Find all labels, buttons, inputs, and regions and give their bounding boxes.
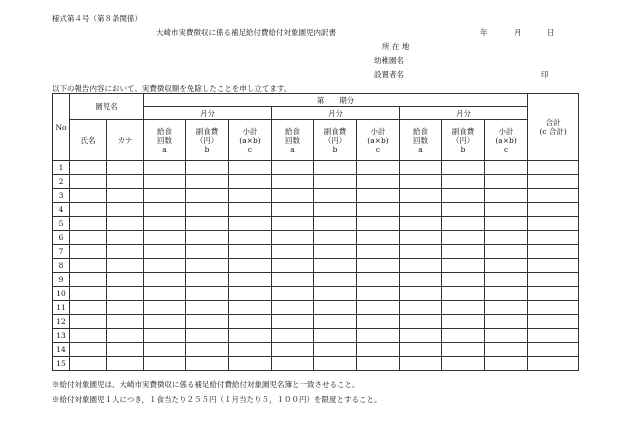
entry-cell[interactable] [400, 357, 442, 371]
entry-cell[interactable] [357, 217, 400, 231]
month-header-3: 月分 [400, 107, 528, 120]
entry-cell[interactable] [144, 217, 186, 231]
entry-cell[interactable] [186, 301, 229, 315]
date-year-label: 年 [480, 28, 488, 37]
entry-cell[interactable] [186, 203, 229, 217]
entry-cell[interactable] [314, 357, 357, 371]
entry-cell[interactable] [528, 175, 579, 189]
entry-cell[interactable] [314, 329, 357, 343]
entry-cell[interactable] [400, 343, 442, 357]
entry-cell[interactable] [442, 175, 485, 189]
entry-cell[interactable] [400, 245, 442, 259]
entry-cell[interactable] [314, 259, 357, 273]
entry-cell[interactable] [485, 231, 528, 245]
entry-cell[interactable] [229, 231, 272, 245]
entry-cell[interactable] [186, 273, 229, 287]
entry-cell[interactable] [229, 189, 272, 203]
entry-cell[interactable] [144, 231, 186, 245]
entry-cell[interactable] [107, 301, 144, 315]
entry-cell[interactable] [107, 175, 144, 189]
footnote-1: ※給付対象園児は、大崎市実費徴収に係る補足給付費給付対象園児名簿と一致させること。 [52, 380, 360, 389]
date-day-label: 日 [547, 28, 555, 37]
entry-cell[interactable] [314, 203, 357, 217]
entry-cell[interactable] [229, 217, 272, 231]
entry-cell[interactable] [70, 287, 107, 301]
entry-cell[interactable] [442, 273, 485, 287]
entry-cell[interactable] [314, 189, 357, 203]
entry-cell[interactable] [485, 203, 528, 217]
meal-count-header-3: 給食 回数 a [400, 120, 442, 161]
entry-cell[interactable] [442, 203, 485, 217]
entry-cell[interactable] [144, 273, 186, 287]
entry-cell[interactable] [314, 175, 357, 189]
row-number: 14 [53, 343, 70, 357]
entry-cell[interactable] [272, 329, 314, 343]
entry-cell[interactable] [442, 287, 485, 301]
entry-cell[interactable] [186, 315, 229, 329]
table-body [53, 161, 579, 371]
entry-cell[interactable] [357, 231, 400, 245]
entry-cell[interactable] [229, 315, 272, 329]
entry-cell[interactable] [485, 217, 528, 231]
entry-cell[interactable] [107, 189, 144, 203]
entry-cell[interactable] [400, 315, 442, 329]
entry-cell[interactable] [144, 329, 186, 343]
entry-cell[interactable] [528, 189, 579, 203]
table-row [53, 329, 579, 343]
entry-cell[interactable] [485, 301, 528, 315]
entry-cell[interactable] [107, 287, 144, 301]
entry-cell[interactable] [144, 161, 186, 175]
entry-cell[interactable] [528, 231, 579, 245]
table-row [53, 217, 579, 231]
entry-cell[interactable] [442, 217, 485, 231]
entry-cell[interactable] [442, 315, 485, 329]
side-dish-fee-header-1: 副食費 （円） b [186, 120, 229, 161]
entry-cell[interactable] [400, 161, 442, 175]
entry-cell[interactable] [186, 189, 229, 203]
entry-cell[interactable] [400, 175, 442, 189]
table-row [53, 161, 579, 175]
entry-cell[interactable] [400, 231, 442, 245]
entry-cell[interactable] [70, 217, 107, 231]
entry-cell[interactable] [144, 259, 186, 273]
entry-cell[interactable] [400, 301, 442, 315]
row-number: 5 [53, 217, 70, 231]
entry-cell[interactable] [357, 357, 400, 371]
table-row [53, 357, 579, 371]
entry-cell[interactable] [442, 189, 485, 203]
address-label: 所 在 地 [382, 42, 410, 51]
row-number: 8 [53, 259, 70, 273]
entry-cell[interactable] [107, 357, 144, 371]
entry-cell[interactable] [400, 329, 442, 343]
entry-cell[interactable] [229, 203, 272, 217]
entry-cell[interactable] [528, 161, 579, 175]
entry-cell[interactable] [442, 301, 485, 315]
entry-cell[interactable] [400, 189, 442, 203]
child-name-header: 園児名 [70, 94, 144, 120]
entry-cell[interactable] [442, 161, 485, 175]
entry-cell[interactable] [528, 343, 579, 357]
entry-cell[interactable] [272, 217, 314, 231]
total-header: 合計 (c 合計) [528, 94, 579, 161]
entry-cell[interactable] [314, 301, 357, 315]
entry-cell[interactable] [442, 343, 485, 357]
entry-cell[interactable] [229, 175, 272, 189]
entry-cell[interactable] [442, 329, 485, 343]
entry-cell[interactable] [107, 161, 144, 175]
entry-cell[interactable] [107, 217, 144, 231]
entry-cell[interactable] [528, 329, 579, 343]
subtotal-header-2: 小計 (a×b) c [357, 120, 400, 161]
entry-cell[interactable] [229, 259, 272, 273]
entry-cell[interactable] [528, 357, 579, 371]
entry-cell[interactable] [400, 203, 442, 217]
entry-cell[interactable] [272, 161, 314, 175]
entry-cell[interactable] [70, 231, 107, 245]
row-number: 9 [53, 273, 70, 287]
entry-cell[interactable] [314, 315, 357, 329]
side-dish-fee-header-2: 副食費 （円） b [314, 120, 357, 161]
entry-cell[interactable] [272, 175, 314, 189]
entry-cell[interactable] [70, 203, 107, 217]
entry-cell[interactable] [314, 273, 357, 287]
table-row [53, 175, 579, 189]
children-table [52, 93, 579, 371]
entry-cell[interactable] [272, 203, 314, 217]
entry-cell[interactable] [186, 231, 229, 245]
entry-cell[interactable] [186, 329, 229, 343]
entry-cell[interactable] [107, 203, 144, 217]
entry-cell[interactable] [485, 287, 528, 301]
entry-cell[interactable] [357, 259, 400, 273]
entry-cell[interactable] [272, 273, 314, 287]
entry-cell[interactable] [485, 259, 528, 273]
entry-cell[interactable] [357, 175, 400, 189]
month-header-1: 月分 [144, 107, 272, 120]
entry-cell[interactable] [442, 245, 485, 259]
entry-cell[interactable] [528, 301, 579, 315]
entry-cell[interactable] [272, 301, 314, 315]
entry-cell[interactable] [314, 231, 357, 245]
entry-cell[interactable] [229, 301, 272, 315]
entry-cell[interactable] [357, 245, 400, 259]
entry-cell[interactable] [186, 259, 229, 273]
table-row [53, 301, 579, 315]
entry-cell[interactable] [485, 343, 528, 357]
entry-cell[interactable] [186, 161, 229, 175]
footnote-2: ※給付対象園児１人につき，１食当たり２５５円（１月当たり５，１００円）を限度とすること。 [52, 395, 382, 404]
entry-cell[interactable] [70, 175, 107, 189]
entry-cell[interactable] [144, 175, 186, 189]
row-number: 1 [53, 161, 70, 175]
entry-cell[interactable] [70, 343, 107, 357]
table-row [53, 287, 579, 301]
table-row [53, 343, 579, 357]
school-name-label: 幼稚園名 [374, 56, 404, 65]
table-row [53, 245, 579, 259]
entry-cell[interactable] [442, 357, 485, 371]
entry-cell[interactable] [357, 315, 400, 329]
entry-cell[interactable] [107, 245, 144, 259]
entry-cell[interactable] [70, 161, 107, 175]
entry-cell[interactable] [528, 217, 579, 231]
entry-cell[interactable] [186, 287, 229, 301]
entry-cell[interactable] [272, 357, 314, 371]
entry-cell[interactable] [485, 245, 528, 259]
entry-cell[interactable] [485, 315, 528, 329]
entry-cell[interactable] [400, 287, 442, 301]
entry-cell[interactable] [400, 273, 442, 287]
entry-cell[interactable] [70, 301, 107, 315]
entry-cell[interactable] [186, 175, 229, 189]
entry-cell[interactable] [485, 357, 528, 371]
kana-header: カナ [107, 120, 144, 161]
row-number: 15 [53, 357, 70, 371]
row-number: 12 [53, 315, 70, 329]
entry-cell[interactable] [107, 273, 144, 287]
entry-cell[interactable] [70, 329, 107, 343]
row-number: 3 [53, 189, 70, 203]
entry-cell[interactable] [442, 231, 485, 245]
row-number: 4 [53, 203, 70, 217]
entry-cell[interactable] [485, 175, 528, 189]
period-header: 第 期分 [144, 94, 528, 107]
entry-cell[interactable] [272, 315, 314, 329]
row-number: 2 [53, 175, 70, 189]
entry-cell[interactable] [70, 273, 107, 287]
entry-cell[interactable] [357, 161, 400, 175]
entry-cell[interactable] [528, 245, 579, 259]
entry-cell[interactable] [70, 357, 107, 371]
entry-cell[interactable] [485, 161, 528, 175]
entry-cell[interactable] [314, 217, 357, 231]
entry-cell[interactable] [186, 245, 229, 259]
entry-cell[interactable] [229, 273, 272, 287]
row-number: 11 [53, 301, 70, 315]
no-header: No [53, 94, 70, 161]
entry-cell[interactable] [107, 343, 144, 357]
entry-cell[interactable] [314, 343, 357, 357]
table-row [53, 259, 579, 273]
founder-name-label: 設置者名 [374, 70, 404, 79]
entry-cell[interactable] [70, 245, 107, 259]
name-header: 氏名 [70, 120, 107, 161]
entry-cell[interactable] [528, 287, 579, 301]
intro-statement: 以下の報告内容において、実費徴収額を免除したことを申し立てます。 [52, 84, 292, 93]
entry-cell[interactable] [186, 343, 229, 357]
entry-cell[interactable] [528, 315, 579, 329]
entry-cell[interactable] [107, 231, 144, 245]
entry-cell[interactable] [186, 217, 229, 231]
entry-cell[interactable] [314, 287, 357, 301]
entry-cell[interactable] [528, 273, 579, 287]
entry-cell[interactable] [272, 259, 314, 273]
entry-cell[interactable] [314, 245, 357, 259]
side-dish-fee-header-3: 副食費 （円） b [442, 120, 485, 161]
entry-cell[interactable] [357, 203, 400, 217]
entry-cell[interactable] [70, 315, 107, 329]
subtotal-header-1: 小計 (a×b) c [229, 120, 272, 161]
entry-cell[interactable] [400, 217, 442, 231]
entry-cell[interactable] [272, 231, 314, 245]
entry-cell[interactable] [229, 329, 272, 343]
document-title: 大崎市実費徴収に係る補足給付費給付対象園児内訳書 [156, 28, 336, 37]
seal-mark: 印 [541, 70, 549, 79]
subtotal-header-3: 小計 (a×b) c [485, 120, 528, 161]
entry-cell[interactable] [144, 245, 186, 259]
entry-cell[interactable] [272, 287, 314, 301]
meal-count-header-2: 給食 回数 a [272, 120, 314, 161]
table-row [53, 273, 579, 287]
entry-cell[interactable] [357, 273, 400, 287]
entry-cell[interactable] [357, 329, 400, 343]
entry-cell[interactable] [144, 357, 186, 371]
entry-cell[interactable] [357, 189, 400, 203]
row-number: 7 [53, 245, 70, 259]
entry-cell[interactable] [107, 259, 144, 273]
entry-cell[interactable] [144, 343, 186, 357]
month-header-2: 月分 [272, 107, 400, 120]
entry-cell[interactable] [528, 259, 579, 273]
entry-cell[interactable] [357, 343, 400, 357]
entry-cell[interactable] [229, 245, 272, 259]
entry-cell[interactable] [400, 259, 442, 273]
entry-cell[interactable] [314, 161, 357, 175]
entry-cell[interactable] [144, 301, 186, 315]
table-row [53, 203, 579, 217]
entry-cell[interactable] [229, 343, 272, 357]
entry-cell[interactable] [229, 357, 272, 371]
table-row [53, 315, 579, 329]
meal-count-header-1: 給食 回数 a [144, 120, 186, 161]
entry-cell[interactable] [144, 203, 186, 217]
entry-cell[interactable] [357, 301, 400, 315]
entry-cell[interactable] [485, 189, 528, 203]
entry-cell[interactable] [186, 357, 229, 371]
entry-cell[interactable] [485, 329, 528, 343]
entry-cell[interactable] [107, 315, 144, 329]
form-number: 様式第４号（第８条関係） [52, 14, 142, 23]
table-row [53, 189, 579, 203]
entry-cell[interactable] [442, 259, 485, 273]
entry-cell[interactable] [528, 203, 579, 217]
entry-cell[interactable] [107, 329, 144, 343]
entry-cell[interactable] [144, 189, 186, 203]
entry-cell[interactable] [144, 315, 186, 329]
entry-cell[interactable] [357, 287, 400, 301]
row-number: 13 [53, 329, 70, 343]
entry-cell[interactable] [485, 273, 528, 287]
entry-cell[interactable] [70, 259, 107, 273]
table-row [53, 231, 579, 245]
entry-cell[interactable] [272, 189, 314, 203]
entry-cell[interactable] [272, 343, 314, 357]
entry-cell[interactable] [144, 287, 186, 301]
entry-cell[interactable] [272, 245, 314, 259]
date-month-label: 月 [514, 28, 522, 37]
row-number: 10 [53, 287, 70, 301]
entry-cell[interactable] [70, 189, 107, 203]
row-number: 6 [53, 231, 70, 245]
entry-cell[interactable] [229, 161, 272, 175]
entry-cell[interactable] [229, 287, 272, 301]
